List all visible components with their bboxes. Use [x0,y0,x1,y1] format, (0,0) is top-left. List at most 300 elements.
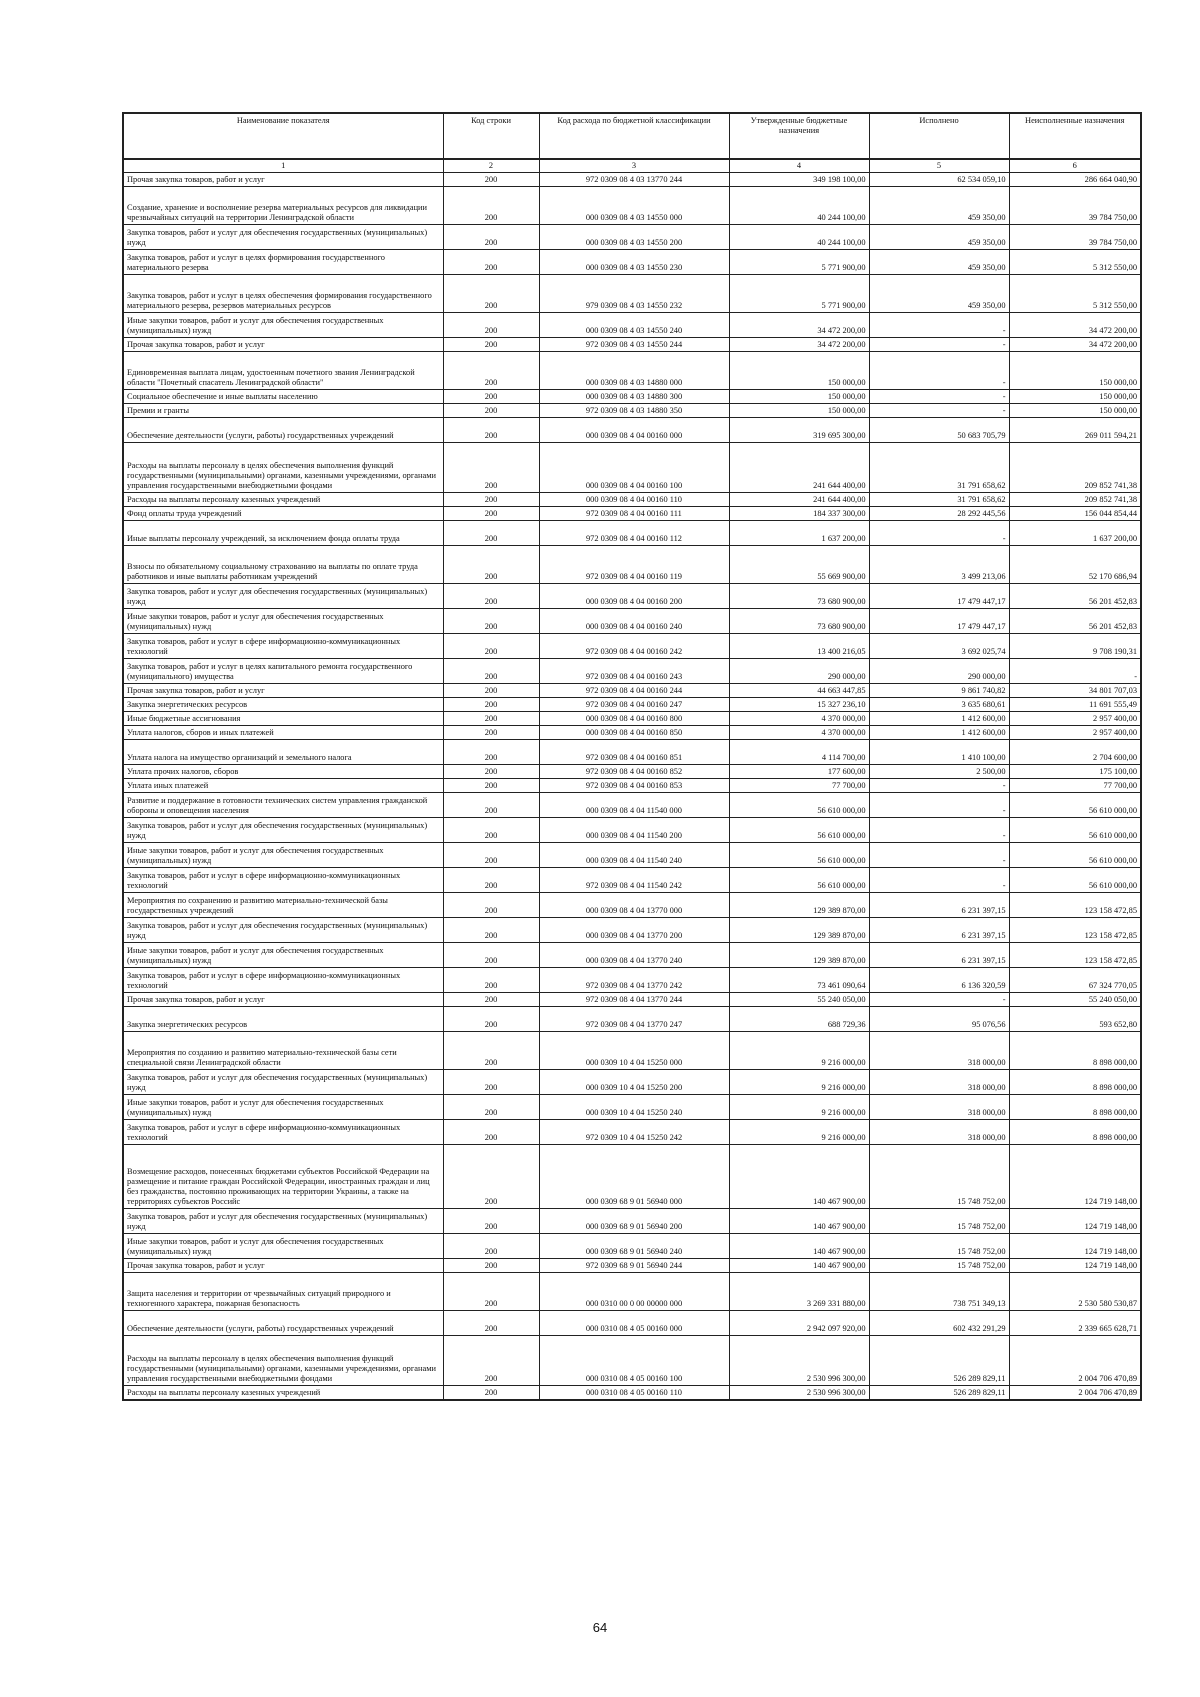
line-code-cell: 200 [443,1336,539,1386]
unexecuted-amount-cell: 2 957 400,00 [1009,712,1141,726]
indicator-name-cell: Закупка товаров, работ и услуг для обеспечения государственных (муниципальных) нужд [123,818,443,843]
executed-amount-cell: 17 479 447,17 [869,584,1009,609]
indicator-name-cell: Единовременная выплата лицам, удостоенным почетного звания Ленинградской области "Почетный спасатель Ленинградской области" [123,352,443,390]
approved-amount-cell: 40 244 100,00 [729,225,869,250]
executed-amount-cell: 1 410 100,00 [869,740,1009,765]
executed-amount-cell: 15 748 752,00 [869,1145,1009,1209]
table-row [123,1209,1141,1234]
line-code-cell: 200 [443,993,539,1007]
approved-amount-cell: 55 240 050,00 [729,993,869,1007]
executed-amount-cell: 6 231 397,15 [869,893,1009,918]
line-code-cell: 200 [443,918,539,943]
classification-code-cell: 972 0309 08 4 04 00160 243 [539,659,729,684]
table-row [123,765,1141,779]
line-code-cell: 200 [443,390,539,404]
approved-amount-cell: 15 327 236,10 [729,698,869,712]
table-row [123,843,1141,868]
line-code-cell: 200 [443,404,539,418]
executed-amount-cell: 459 350,00 [869,250,1009,275]
indicator-name-cell: Расходы на выплаты персоналу в целях обеспечения выполнения функций государственными (муниципальными) органами, казенными учреждениями, органами управления государственными внебюджетными фондами [123,1336,443,1386]
approved-amount-cell: 150 000,00 [729,390,869,404]
approved-amount-cell: 40 244 100,00 [729,187,869,225]
approved-amount-cell: 9 216 000,00 [729,1120,869,1145]
column-number: 3 [539,159,729,173]
unexecuted-amount-cell: 55 240 050,00 [1009,993,1141,1007]
unexecuted-amount-cell: 124 719 148,00 [1009,1145,1141,1209]
approved-amount-cell: 56 610 000,00 [729,793,869,818]
unexecuted-amount-cell: 56 201 452,83 [1009,609,1141,634]
unexecuted-amount-cell: 39 784 750,00 [1009,225,1141,250]
table-row [123,1259,1141,1273]
approved-amount-cell: 13 400 216,05 [729,634,869,659]
line-code-cell: 200 [443,507,539,521]
unexecuted-amount-cell: 8 898 000,00 [1009,1095,1141,1120]
table-row [123,546,1141,584]
approved-amount-cell: 150 000,00 [729,352,869,390]
classification-code-cell: 972 0309 08 4 03 14550 244 [539,338,729,352]
executed-amount-cell: - [869,993,1009,1007]
classification-code-cell: 979 0309 08 4 03 14550 232 [539,275,729,313]
executed-amount-cell: 318 000,00 [869,1070,1009,1095]
line-code-cell: 200 [443,818,539,843]
line-code-cell: 200 [443,943,539,968]
indicator-name-cell: Иные закупки товаров, работ и услуг для обеспечения государственных (муниципальных) нужд [123,1234,443,1259]
indicator-name-cell: Возмещение расходов, понесенных бюджетами субъектов Российской Федерации на размещение и питание граждан Российской Федерации, иностранных граждан и лиц без гражданства, постоянно проживающих на территории Украины, а также на территориях субъектов Российс [123,1145,443,1209]
indicator-name-cell: Иные закупки товаров, работ и услуг для обеспечения государственных (муниципальных) нужд [123,943,443,968]
classification-code-cell: 000 0309 08 4 04 00160 100 [539,443,729,493]
approved-amount-cell: 56 610 000,00 [729,843,869,868]
indicator-name-cell: Иные выплаты персоналу учреждений, за исключением фонда оплаты труда [123,521,443,546]
approved-amount-cell: 73 680 900,00 [729,609,869,634]
unexecuted-amount-cell: 8 898 000,00 [1009,1070,1141,1095]
executed-amount-cell: 318 000,00 [869,1120,1009,1145]
unexecuted-amount-cell: 2 704 600,00 [1009,740,1141,765]
unexecuted-amount-cell: 123 158 472,85 [1009,893,1141,918]
classification-code-cell: 000 0309 08 4 04 00160 240 [539,609,729,634]
line-code-cell: 200 [443,712,539,726]
unexecuted-amount-cell: 124 719 148,00 [1009,1259,1141,1273]
table-row [123,173,1141,187]
indicator-name-cell: Закупка товаров, работ и услуг в целях формирования государственного материального резерва [123,250,443,275]
unexecuted-amount-cell: 150 000,00 [1009,404,1141,418]
table-row [123,443,1141,493]
indicator-name-cell: Закупка товаров, работ и услуг в целях обеспечения формирования государственного материального резерва, резервов материальных ресурсов [123,275,443,313]
table-row [123,818,1141,843]
classification-code-cell: 000 0310 08 4 05 00160 100 [539,1336,729,1386]
line-code-cell: 200 [443,1007,539,1032]
column-number-row [123,159,1141,173]
line-code-cell: 200 [443,634,539,659]
indicator-name-cell: Иные закупки товаров, работ и услуг для обеспечения государственных (муниципальных) нужд [123,1095,443,1120]
executed-amount-cell: 17 479 447,17 [869,609,1009,634]
approved-amount-cell: 319 695 300,00 [729,418,869,443]
indicator-name-cell: Мероприятия по сохранению и развитию материально-технической базы государственных учреждений [123,893,443,918]
unexecuted-amount-cell: 34 801 707,03 [1009,684,1141,698]
indicator-name-cell: Закупка товаров, работ и услуг в сфере информационно-коммуникационных технологий [123,1120,443,1145]
table-row [123,918,1141,943]
table-row [123,1336,1141,1386]
page-number: 64 [592,1620,608,1635]
approved-amount-cell: 177 600,00 [729,765,869,779]
unexecuted-amount-cell: 67 324 770,05 [1009,968,1141,993]
table-row [123,1120,1141,1145]
indicator-name-cell: Создание, хранение и восполнение резерва материальных ресурсов для ликвидации чрезвычайных ситуаций на территории Ленинградской области [123,187,443,225]
unexecuted-amount-cell: 2 004 706 470,89 [1009,1386,1141,1400]
line-code-cell: 200 [443,313,539,338]
indicator-name-cell: Закупка товаров, работ и услуг для обеспечения государственных (муниципальных) нужд [123,1209,443,1234]
line-code-cell: 200 [443,740,539,765]
unexecuted-amount-cell: 209 852 741,38 [1009,443,1141,493]
approved-amount-cell: 73 461 090,64 [729,968,869,993]
table-row [123,1032,1141,1070]
indicator-name-cell: Уплата иных платежей [123,779,443,793]
unexecuted-amount-cell: 8 898 000,00 [1009,1120,1141,1145]
unexecuted-amount-cell: 56 201 452,83 [1009,584,1141,609]
executed-amount-cell: 1 412 600,00 [869,712,1009,726]
table-row [123,1145,1141,1209]
classification-code-cell: 000 0309 10 4 04 15250 240 [539,1095,729,1120]
unexecuted-amount-cell: 124 719 148,00 [1009,1209,1141,1234]
approved-amount-cell: 688 729,36 [729,1007,869,1032]
table-row [123,634,1141,659]
column-number: 4 [729,159,869,173]
classification-code-cell: 000 0309 68 9 01 56940 000 [539,1145,729,1209]
approved-amount-cell: 290 000,00 [729,659,869,684]
classification-code-cell: 000 0309 08 4 04 13770 000 [539,893,729,918]
executed-amount-cell: - [869,779,1009,793]
table-row [123,698,1141,712]
unexecuted-amount-cell: 156 044 854,44 [1009,507,1141,521]
line-code-cell: 200 [443,659,539,684]
approved-amount-cell: 4 114 700,00 [729,740,869,765]
executed-amount-cell: 9 861 740,82 [869,684,1009,698]
line-code-cell: 200 [443,1234,539,1259]
approved-amount-cell: 5 771 900,00 [729,275,869,313]
indicator-name-cell: Прочая закупка товаров, работ и услуг [123,1259,443,1273]
column-number: 6 [1009,159,1141,173]
executed-amount-cell: 318 000,00 [869,1095,1009,1120]
table-row [123,1095,1141,1120]
unexecuted-amount-cell: 175 100,00 [1009,765,1141,779]
indicator-name-cell: Защита населения и территории от чрезвычайных ситуаций природного и техногенного характера, пожарная безопасность [123,1273,443,1311]
budget-execution-table [122,112,1142,1401]
classification-code-cell: 000 0309 08 4 04 00160 110 [539,493,729,507]
table-row [123,493,1141,507]
table-row [123,740,1141,765]
approved-amount-cell: 140 467 900,00 [729,1234,869,1259]
table-row [123,521,1141,546]
approved-amount-cell: 140 467 900,00 [729,1209,869,1234]
indicator-name-cell: Закупка энергетических ресурсов [123,1007,443,1032]
approved-amount-cell: 2 530 996 300,00 [729,1336,869,1386]
unexecuted-amount-cell: 593 652,80 [1009,1007,1141,1032]
approved-amount-cell: 73 680 900,00 [729,584,869,609]
indicator-name-cell: Закупка товаров, работ и услуг в целях капитального ремонта государственного (муниципального) имущества [123,659,443,684]
classification-code-cell: 972 0309 08 4 04 00160 111 [539,507,729,521]
approved-amount-cell: 241 644 400,00 [729,493,869,507]
classification-code-cell: 000 0310 08 4 05 00160 110 [539,1386,729,1400]
executed-amount-cell: 95 076,56 [869,1007,1009,1032]
header-line-code: Код строки [443,113,539,159]
executed-amount-cell: - [869,818,1009,843]
header-unexecuted: Неисполненные назначения [1009,113,1141,159]
indicator-name-cell: Иные закупки товаров, работ и услуг для обеспечения государственных (муниципальных) нужд [123,313,443,338]
indicator-name-cell: Закупка товаров, работ и услуг для обеспечения государственных (муниципальных) нужд [123,918,443,943]
indicator-name-cell: Закупка товаров, работ и услуг для обеспечения государственных (муниципальных) нужд [123,1070,443,1095]
indicator-name-cell: Взносы по обязательному социальному страхованию на выплаты по оплате труда работников и иные выплаты работникам учреждений [123,546,443,584]
table-row [123,779,1141,793]
table-row [123,868,1141,893]
classification-code-cell: 972 0309 08 4 03 13770 244 [539,173,729,187]
executed-amount-cell: 2 500,00 [869,765,1009,779]
unexecuted-amount-cell: 5 312 550,00 [1009,275,1141,313]
line-code-cell: 200 [443,173,539,187]
table-row [123,584,1141,609]
classification-code-cell: 972 0309 08 4 04 13770 244 [539,993,729,1007]
indicator-name-cell: Мероприятия по созданию и развитию материально-технической базы сети специальной связи Ленинградской области [123,1032,443,1070]
line-code-cell: 200 [443,250,539,275]
line-code-cell: 200 [443,1311,539,1336]
approved-amount-cell: 34 472 200,00 [729,338,869,352]
line-code-cell: 200 [443,684,539,698]
executed-amount-cell: 602 432 291,29 [869,1311,1009,1336]
line-code-cell: 200 [443,1070,539,1095]
table-row [123,250,1141,275]
classification-code-cell: 000 0310 00 0 00 00000 000 [539,1273,729,1311]
classification-code-cell: 000 0309 08 4 04 00160 800 [539,712,729,726]
executed-amount-cell: - [869,521,1009,546]
classification-code-cell: 000 0309 08 4 03 14550 000 [539,187,729,225]
line-code-cell: 200 [443,1273,539,1311]
table-row [123,390,1141,404]
unexecuted-amount-cell: 8 898 000,00 [1009,1032,1141,1070]
executed-amount-cell: 459 350,00 [869,225,1009,250]
approved-amount-cell: 9 216 000,00 [729,1032,869,1070]
table-row [123,793,1141,818]
classification-code-cell: 972 0309 08 4 04 00160 242 [539,634,729,659]
unexecuted-amount-cell: 2 004 706 470,89 [1009,1336,1141,1386]
executed-amount-cell: 28 292 445,56 [869,507,1009,521]
executed-amount-cell: - [869,793,1009,818]
unexecuted-amount-cell: 34 472 200,00 [1009,338,1141,352]
unexecuted-amount-cell: 2 530 580 530,87 [1009,1273,1141,1311]
indicator-name-cell: Уплата прочих налогов, сборов [123,765,443,779]
header-budget-classification-code: Код расхода по бюджетной классификации [539,113,729,159]
unexecuted-amount-cell: 150 000,00 [1009,390,1141,404]
classification-code-cell: 000 0309 08 4 03 14550 230 [539,250,729,275]
approved-amount-cell: 9 216 000,00 [729,1095,869,1120]
executed-amount-cell: - [869,843,1009,868]
unexecuted-amount-cell: 56 610 000,00 [1009,793,1141,818]
approved-amount-cell: 184 337 300,00 [729,507,869,521]
line-code-cell: 200 [443,1386,539,1400]
header-approved: Утвержденные бюджетные назначения [729,113,869,159]
classification-code-cell: 972 0309 08 4 04 00160 853 [539,779,729,793]
classification-code-cell: 972 0309 08 4 04 00160 244 [539,684,729,698]
table-row [123,968,1141,993]
executed-amount-cell: - [869,313,1009,338]
executed-amount-cell: 459 350,00 [869,187,1009,225]
classification-code-cell: 972 0309 68 9 01 56940 244 [539,1259,729,1273]
approved-amount-cell: 349 198 100,00 [729,173,869,187]
indicator-name-cell: Расходы на выплаты персоналу казенных учреждений [123,1386,443,1400]
executed-amount-cell: - [869,338,1009,352]
unexecuted-amount-cell: 1 637 200,00 [1009,521,1141,546]
classification-code-cell: 000 0309 08 4 04 13770 240 [539,943,729,968]
table-row [123,1070,1141,1095]
table-row [123,275,1141,313]
unexecuted-amount-cell: 56 610 000,00 [1009,818,1141,843]
executed-amount-cell: 15 748 752,00 [869,1209,1009,1234]
line-code-cell: 200 [443,1032,539,1070]
approved-amount-cell: 56 610 000,00 [729,818,869,843]
classification-code-cell: 972 0309 08 4 04 00160 852 [539,765,729,779]
executed-amount-cell: 62 534 059,10 [869,173,1009,187]
approved-amount-cell: 129 389 870,00 [729,918,869,943]
classification-code-cell: 000 0309 10 4 04 15250 200 [539,1070,729,1095]
table-row [123,1007,1141,1032]
approved-amount-cell: 4 370 000,00 [729,712,869,726]
line-code-cell: 200 [443,546,539,584]
table-row [123,609,1141,634]
line-code-cell: 200 [443,187,539,225]
executed-amount-cell: 3 692 025,74 [869,634,1009,659]
executed-amount-cell: 459 350,00 [869,275,1009,313]
classification-code-cell: 000 0309 08 4 04 11540 000 [539,793,729,818]
line-code-cell: 200 [443,225,539,250]
line-code-cell: 200 [443,443,539,493]
executed-amount-cell: 3 499 213,06 [869,546,1009,584]
classification-code-cell: 000 0309 08 4 04 11540 240 [539,843,729,868]
indicator-name-cell: Закупка товаров, работ и услуг для обеспечения государственных (муниципальных) нужд [123,225,443,250]
indicator-name-cell: Социальное обеспечение и иные выплаты населению [123,390,443,404]
table-row [123,726,1141,740]
classification-code-cell: 000 0309 08 4 04 00160 000 [539,418,729,443]
table-row [123,993,1141,1007]
executed-amount-cell: 6 231 397,15 [869,943,1009,968]
unexecuted-amount-cell: - [1009,659,1141,684]
executed-amount-cell: - [869,390,1009,404]
unexecuted-amount-cell: 209 852 741,38 [1009,493,1141,507]
approved-amount-cell: 9 216 000,00 [729,1070,869,1095]
unexecuted-amount-cell: 269 011 594,21 [1009,418,1141,443]
executed-amount-cell: 31 791 658,62 [869,443,1009,493]
indicator-name-cell: Иные бюджетные ассигнования [123,712,443,726]
unexecuted-amount-cell: 2 339 665 628,71 [1009,1311,1141,1336]
approved-amount-cell: 140 467 900,00 [729,1259,869,1273]
table-row [123,893,1141,918]
table-row [123,943,1141,968]
indicator-name-cell: Закупка энергетических ресурсов [123,698,443,712]
unexecuted-amount-cell: 52 170 686,94 [1009,546,1141,584]
column-number: 2 [443,159,539,173]
indicator-name-cell: Уплата налогов, сборов и иных платежей [123,726,443,740]
table-row [123,187,1141,225]
unexecuted-amount-cell: 2 957 400,00 [1009,726,1141,740]
classification-code-cell: 972 0309 10 4 04 15250 242 [539,1120,729,1145]
column-number: 5 [869,159,1009,173]
indicator-name-cell: Иные закупки товаров, работ и услуг для обеспечения государственных (муниципальных) нужд [123,843,443,868]
classification-code-cell: 000 0309 08 4 03 14550 240 [539,313,729,338]
indicator-name-cell: Развитие и поддержание в готовности технических систем управления гражданской обороны и оповещения населения [123,793,443,818]
indicator-name-cell: Расходы на выплаты персоналу в целях обеспечения выполнения функций государственными (муниципальными) органами, казенными учреждениями, органами управления государственными внебюджетными фондами [123,443,443,493]
line-code-cell: 200 [443,968,539,993]
unexecuted-amount-cell: 286 664 040,90 [1009,173,1141,187]
line-code-cell: 200 [443,1145,539,1209]
line-code-cell: 200 [443,493,539,507]
approved-amount-cell: 140 467 900,00 [729,1145,869,1209]
indicator-name-cell: Фонд оплаты труда учреждений [123,507,443,521]
table-row [123,507,1141,521]
unexecuted-amount-cell: 150 000,00 [1009,352,1141,390]
header-executed: Исполнено [869,113,1009,159]
table-row [123,1386,1141,1400]
approved-amount-cell: 2 530 996 300,00 [729,1386,869,1400]
table-body [123,173,1141,1400]
classification-code-cell: 972 0309 08 4 03 14880 350 [539,404,729,418]
approved-amount-cell: 56 610 000,00 [729,868,869,893]
approved-amount-cell: 3 269 331 880,00 [729,1273,869,1311]
unexecuted-amount-cell: 123 158 472,85 [1009,943,1141,968]
table-row [123,1234,1141,1259]
indicator-name-cell: Закупка товаров, работ и услуг в сфере информационно-коммуникационных технологий [123,968,443,993]
line-code-cell: 200 [443,726,539,740]
line-code-cell: 200 [443,352,539,390]
table-row [123,225,1141,250]
unexecuted-amount-cell: 56 610 000,00 [1009,868,1141,893]
classification-code-cell: 972 0309 08 4 04 00160 247 [539,698,729,712]
executed-amount-cell: - [869,868,1009,893]
line-code-cell: 200 [443,1259,539,1273]
unexecuted-amount-cell: 34 472 200,00 [1009,313,1141,338]
unexecuted-amount-cell: 123 158 472,85 [1009,918,1141,943]
classification-code-cell: 000 0309 08 4 03 14880 300 [539,390,729,404]
indicator-name-cell: Прочая закупка товаров, работ и услуг [123,993,443,1007]
approved-amount-cell: 1 637 200,00 [729,521,869,546]
unexecuted-amount-cell: 56 610 000,00 [1009,843,1141,868]
classification-code-cell: 000 0309 68 9 01 56940 240 [539,1234,729,1259]
approved-amount-cell: 4 370 000,00 [729,726,869,740]
table-row [123,684,1141,698]
executed-amount-cell: 6 136 320,59 [869,968,1009,993]
column-number: 1 [123,159,443,173]
approved-amount-cell: 2 942 097 920,00 [729,1311,869,1336]
table-row [123,338,1141,352]
indicator-name-cell: Закупка товаров, работ и услуг в сфере информационно-коммуникационных технологий [123,634,443,659]
indicator-name-cell: Закупка товаров, работ и услуг для обеспечения государственных (муниципальных) нужд [123,584,443,609]
executed-amount-cell: - [869,352,1009,390]
line-code-cell: 200 [443,338,539,352]
table-row [123,313,1141,338]
line-code-cell: 200 [443,1209,539,1234]
unexecuted-amount-cell: 9 708 190,31 [1009,634,1141,659]
header-indicator-name: Наименование показателя [123,113,443,159]
line-code-cell: 200 [443,843,539,868]
approved-amount-cell: 129 389 870,00 [729,893,869,918]
table-row [123,352,1141,390]
executed-amount-cell: 290 000,00 [869,659,1009,684]
approved-amount-cell: 34 472 200,00 [729,313,869,338]
classification-code-cell: 000 0309 08 4 03 14550 200 [539,225,729,250]
line-code-cell: 200 [443,609,539,634]
executed-amount-cell: 738 751 349,13 [869,1273,1009,1311]
classification-code-cell: 000 0309 10 4 04 15250 000 [539,1032,729,1070]
header-row [123,113,1141,159]
unexecuted-amount-cell: 39 784 750,00 [1009,187,1141,225]
executed-amount-cell: 15 748 752,00 [869,1259,1009,1273]
line-code-cell: 200 [443,1120,539,1145]
executed-amount-cell: 1 412 600,00 [869,726,1009,740]
